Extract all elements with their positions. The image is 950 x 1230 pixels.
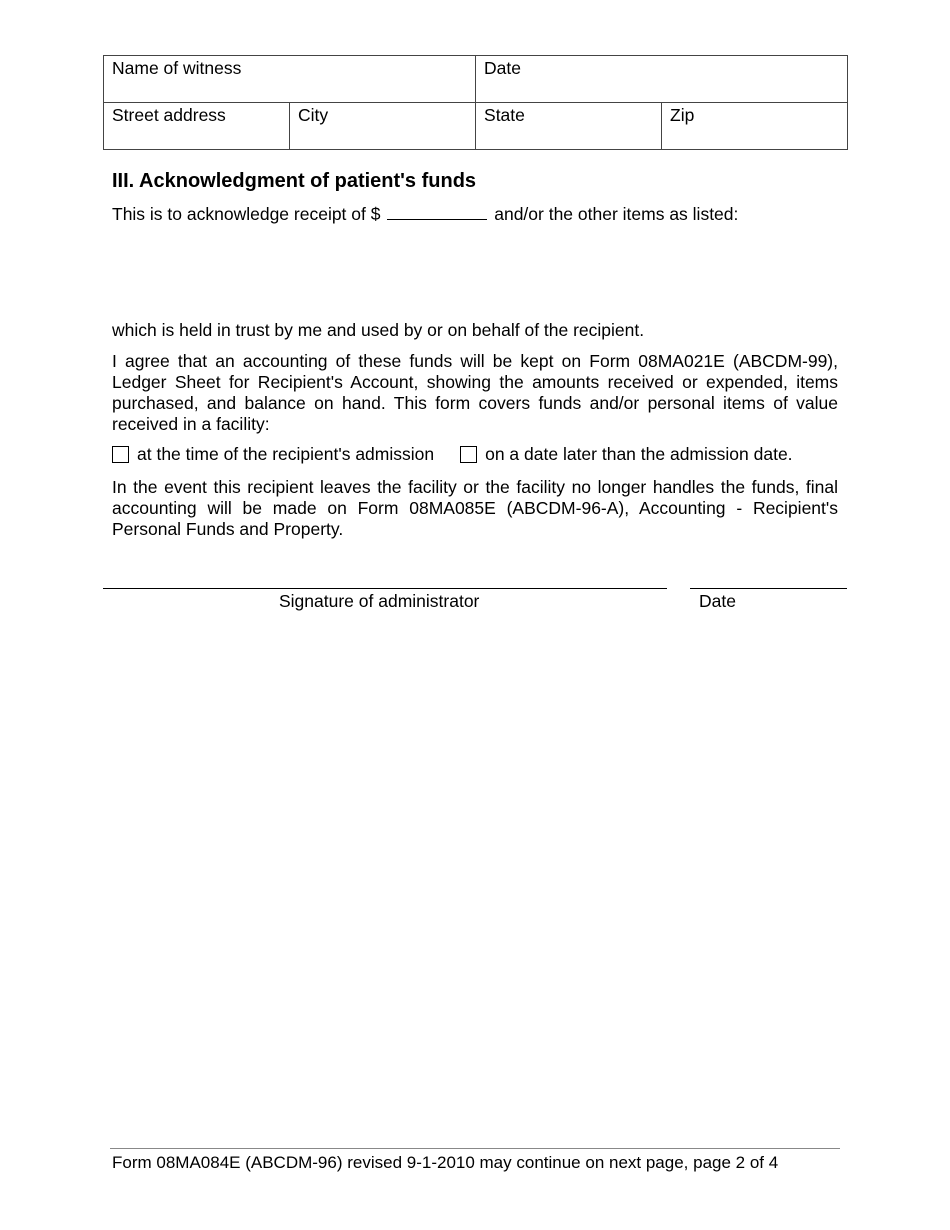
admission-label: at the time of the recipient's admission [137,444,435,464]
later-date-label: on a date later than the admission date. [485,444,793,464]
signature-date-line[interactable] [690,588,847,589]
event-paragraph: In the event this recipient leaves the facility or the facility no longer handles the funds, final accounting will be made on Form 08MA085E (ABCDM-96-A), Accounting - Recipient's Personal Funds and Property. [112,477,838,539]
option-row [112,444,793,465]
state-label: State [484,105,525,125]
signature-line[interactable] [103,588,667,589]
footer-divider [110,1148,840,1149]
signature-date-label: Date [699,591,736,611]
witness-date-field[interactable] [476,56,848,103]
zip-label: Zip [670,105,695,125]
witness-name-field[interactable] [104,56,476,103]
witness-row-1 [104,56,848,103]
witness-name-label: Name of witness [112,58,242,78]
later-date-checkbox[interactable] [460,446,477,463]
receipt-prefix: This is to acknowledge receipt of $ [112,204,381,224]
section-heading: III. Acknowledgment of patient's funds [112,170,477,192]
trust-text: which is held in trust by me and used by or on behalf of the recipient. [112,320,645,340]
option-later [460,444,792,465]
street-address-field[interactable] [104,103,290,150]
city-label: City [298,105,329,125]
receipt-suffix: and/or the other items as listed: [494,204,739,224]
amount-blank[interactable] [387,205,487,220]
witness-row-2 [104,103,848,150]
witness-table [103,55,848,150]
zip-field[interactable] [662,103,848,150]
street-address-label: Street address [112,105,226,125]
option-admission [112,444,434,465]
city-field[interactable] [290,103,476,150]
state-field[interactable] [476,103,662,150]
admission-checkbox[interactable] [112,446,129,463]
footer-text: Form 08MA084E (ABCDM-96) revised 9-1-2010 may continue on next page, page 2 of 4 [112,1153,779,1172]
agree-paragraph: I agree that an accounting of these funds will be kept on Form 08MA021E (ABCDM-99), Ledger Sheet for Recipient's Account, showing the amounts received or expended, items purchased, and balance on hand. This form covers funds and/or personal items of value received in a facility: [112,351,838,434]
witness-date-label: Date [484,58,521,78]
receipt-line [112,204,838,225]
signature-label: Signature of administrator [279,591,480,611]
